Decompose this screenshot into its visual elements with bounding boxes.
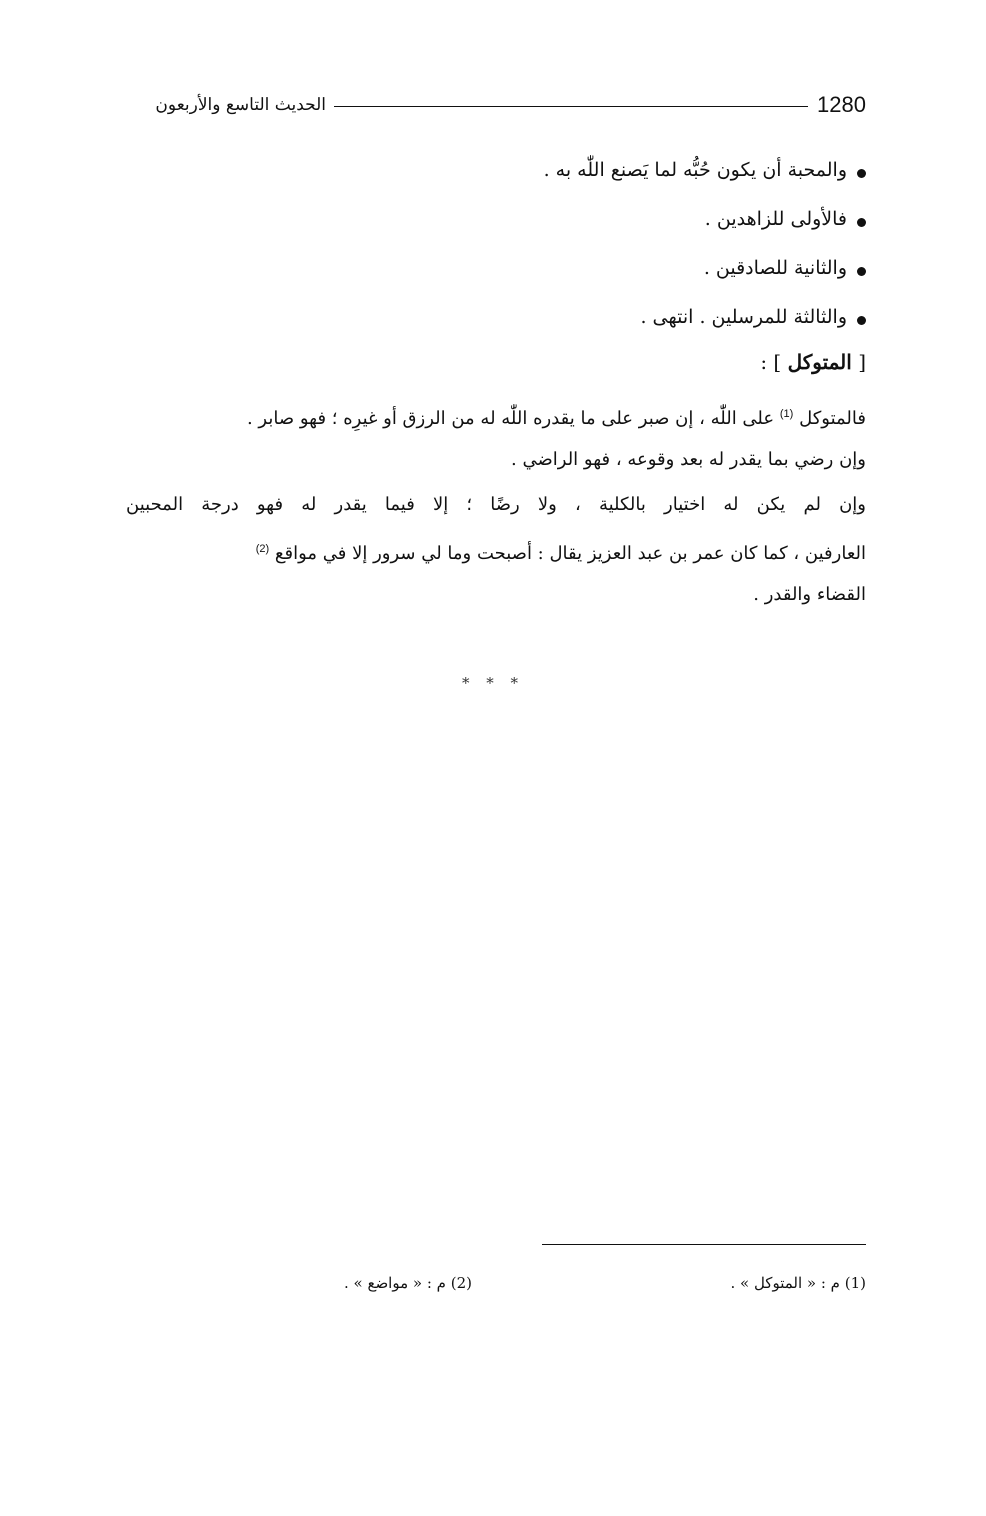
paragraph-1: [126, 392, 866, 437]
list-item: [126, 246, 866, 295]
page-number: 1280: [817, 92, 866, 117]
footnote-ref-1: (1): [779, 408, 794, 420]
bullet-text: والثالثة للمرسلين . انتهى .: [640, 306, 847, 328]
bullet-text: والثانية للصادقين .: [703, 257, 847, 279]
bullet-dot-icon: [857, 218, 866, 227]
footnote-ref-2: (2): [255, 543, 270, 555]
heading-close-bracket: ] :: [760, 350, 782, 374]
paragraph-1-start: فالمتوكل: [799, 408, 866, 429]
footnote-1: (1) م : « المتوكل » .: [730, 1274, 866, 1292]
list-item: [126, 295, 866, 344]
bullet-dot-icon: [857, 169, 866, 178]
footnotes: [126, 1268, 866, 1302]
heading-title: المتوكل: [787, 350, 852, 374]
running-title: الحديث التاسع والأربعون: [155, 95, 326, 115]
bullet-text: والمحبة أن يكون حُبُّه لما يَصنع اللّٰه به .: [543, 159, 847, 181]
paragraph-3-line-2-text: العارفين ، كما كان عمر بن عبد العزيز يقال : أصبحت وما لي سرور إلا في مواقع: [274, 543, 866, 564]
bullet-dot-icon: [857, 316, 866, 325]
bullet-text: فالأولى للزاهدين .: [704, 208, 847, 230]
section-separator: * * *: [461, 674, 525, 692]
section-heading: [126, 342, 866, 382]
paragraph-3-line-2: [126, 527, 866, 572]
bullet-list: [126, 148, 866, 344]
heading-open-bracket: [: [858, 350, 866, 374]
list-item: [126, 197, 866, 246]
paragraph-3-line-3: القضاء والقدر .: [753, 584, 866, 605]
paragraph-2: وإن رضي بما يقدر له بعد وقوعه ، فهو الراضي .: [511, 449, 866, 470]
footnote-2: (2) م : « مواضع » .: [343, 1274, 472, 1292]
bullet-dot-icon: [857, 267, 866, 276]
list-item: [126, 148, 866, 197]
footnote-rule: [542, 1244, 866, 1245]
header-rule: [334, 106, 808, 107]
paragraph-1-end: على اللّٰه ، إن صبر على ما يقدره اللّٰه له من الرزق أو غيرِه ؛ فهو صابر .: [246, 408, 775, 429]
body-text: [126, 392, 866, 617]
page-header: [126, 90, 866, 124]
paragraph-3-line-1: وإن لم يكن له اختيار بالكلية ، ولا رضًا ؛ إلا فيما يقدر له فهو درجة المحبين: [126, 494, 866, 515]
